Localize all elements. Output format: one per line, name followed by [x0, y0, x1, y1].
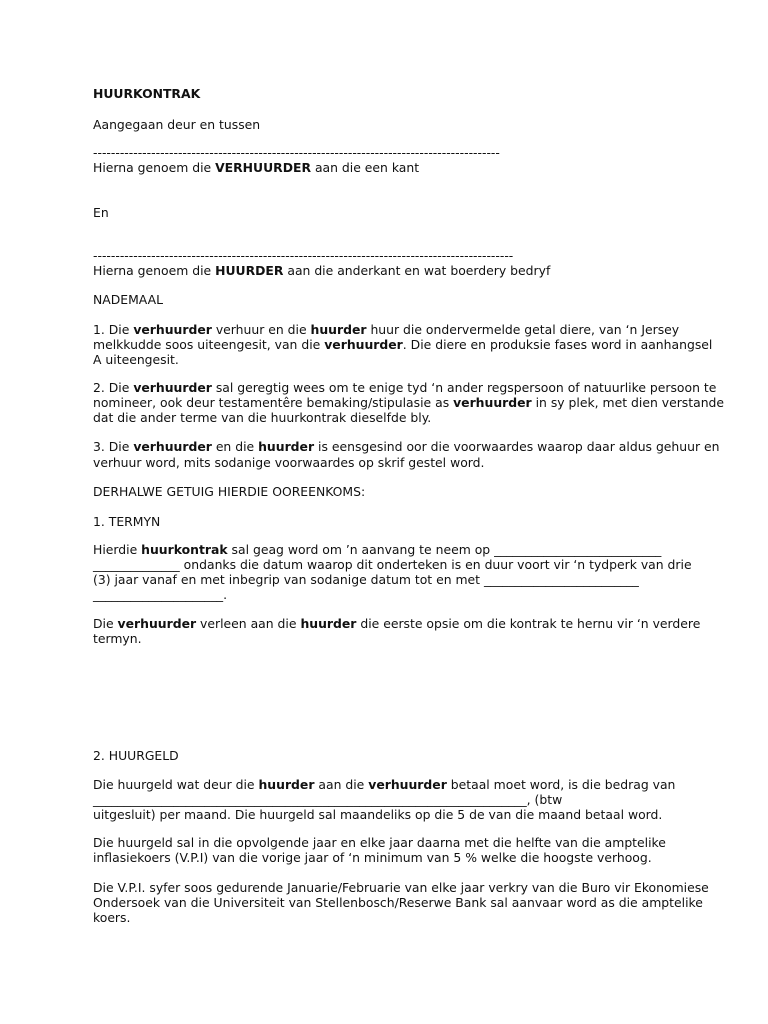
tenant-line: Hierna genoem die HUURDER aan die anderkant en wat boerdery bedryf	[93, 263, 551, 278]
escalation-line: Die huurgeld sal in die opvolgende jaar en elke jaar daarna met die helfte van die amptelike	[93, 835, 666, 850]
clause-3-line: verhuur word, mits sodanige voorwaardes op skrif gestel word.	[93, 455, 485, 470]
escalation-line: inflasiekoers (V.P.I) van die vorige jaar of ‘n minimum van 5 % welke die hoogste verhoog.	[93, 850, 652, 865]
cpi-line: Ondersoek van die Universiteit van Stellenbosch/Reserwe Bank sal aanvaar word as die amptelike	[93, 895, 703, 910]
clause-1-line: 1. Die verhuurder verhuur en die huurder huur die ondervermelde getal diere, van ‘n Jersey	[93, 322, 680, 337]
term-line: Hierdie huurkontrak sal geag word om ’n aanvang te neem op ___________________________	[93, 542, 662, 557]
section-2-heading: 2. HUURGELD	[93, 748, 179, 763]
intro-text: Aangegaan deur en tussen	[93, 117, 261, 132]
rent-line: uitgesluit) per maand. Die huurgeld sal maandeliks op die 5 de van die maand betaal word.	[93, 807, 663, 822]
clause-1-line: A uiteengesit.	[93, 352, 179, 367]
option-line: Die verhuurder verleen aan die huurder die eerste opsie om die kontrak te hernu vir ‘n verdere	[93, 616, 701, 631]
witness-heading: DERHALWE GETUIG HIERDIE OOREENKOMS:	[93, 484, 366, 499]
and-text: En	[93, 205, 109, 220]
option-line: termyn.	[93, 631, 142, 646]
cpi-line: Die V.P.I. syfer soos gedurende Januarie/Februarie van elke jaar verkry van die Buro vir Ekonomiese	[93, 880, 709, 895]
rent-line: ______________________________________________________________________, (btw	[93, 792, 563, 807]
clause-2-line: nomineer, ook deur testamentêre bemaking/stipulasie as verhuurder in sy plek, met dien verstande	[93, 395, 725, 410]
cpi-line: koers.	[93, 910, 131, 925]
document-title: HUURKONTRAK	[93, 86, 201, 101]
signature-dashes: ----------------------------------------------------------------------------------------------	[93, 248, 514, 263]
landlord-line: Hierna genoem die VERHUURDER aan die een kant	[93, 160, 420, 175]
clause-1-line: melkkudde soos uiteengesit, van die verhuurder. Die diere en produksie fases word in aanhangsel	[93, 337, 713, 352]
clause-3-line: 3. Die verhuurder en die huurder is eensgesind oor die voorwaardes waarop daar aldus gehuur en	[93, 439, 720, 454]
clause-2-line: 2. Die verhuurder sal geregtig wees om te enige tyd ‘n ander regspersoon of natuurlike persoon te	[93, 380, 717, 395]
section-1-heading: 1. TERMYN	[93, 514, 161, 529]
term-line: (3) jaar vanaf en met inbegrip van sodanige datum tot en met _________________________	[93, 572, 639, 587]
term-line: ______________ ondanks die datum waarop dit onderteken is en duur voort vir ‘n tydperk van drie	[93, 557, 692, 572]
term-line: _____________________.	[93, 587, 228, 602]
signature-dashes: -------------------------------------------------------------------------------------------	[93, 145, 500, 160]
clause-2-line: dat die ander terme van die huurkontrak dieselfde bly.	[93, 410, 432, 425]
rent-line: Die huurgeld wat deur die huurder aan die verhuurder betaal moet word, is die bedrag van	[93, 777, 676, 792]
whereas-heading: NADEMAAL	[93, 292, 164, 307]
